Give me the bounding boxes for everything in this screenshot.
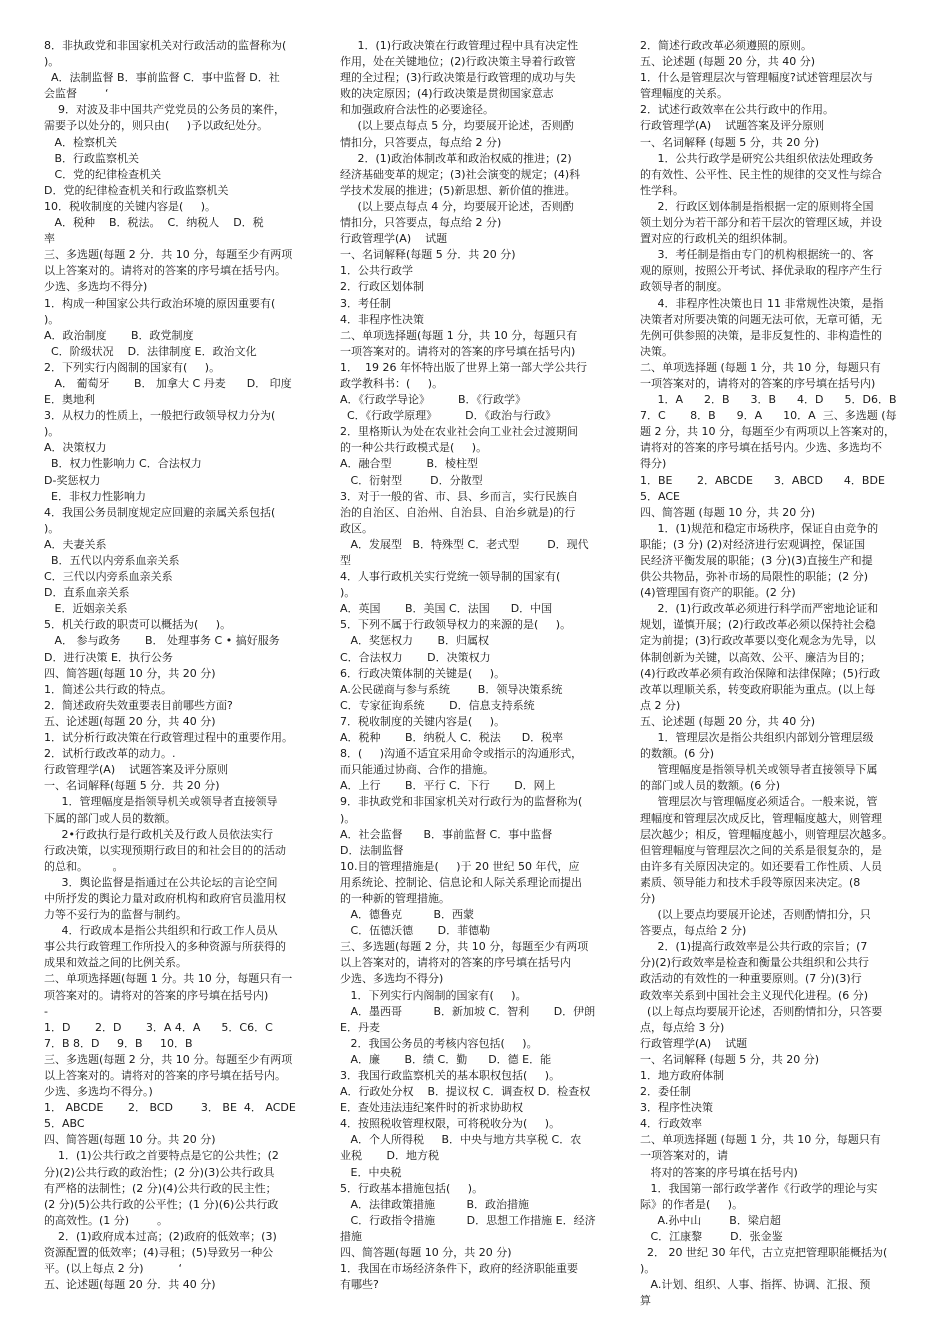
text-line: C．党的纪律检查机关 bbox=[44, 167, 162, 181]
text-line: 以上答案对的。请将对的答案的序号填在括号内。 bbox=[44, 1069, 286, 1082]
text-line: 项答案对的。请将对的答案的序号填在括号内) bbox=[44, 988, 269, 1002]
text-column-2 bbox=[340, 38, 616, 1338]
text-line: 2． 20 世纪 30 年代，古立克把管理职能概括为( bbox=[640, 1246, 888, 1260]
text-line: E．中央税 bbox=[340, 1165, 402, 1179]
text-line: 点 2 分) bbox=[640, 698, 681, 712]
text-line: 决策。 bbox=[640, 344, 673, 358]
text-line: 情扣分，只答要点，每点给 2 分) bbox=[340, 216, 502, 230]
text-line: 一项答案对的。请将对的答案的序号填在括号内) bbox=[340, 344, 576, 358]
text-line: 理的全过程；(3)行政决策是行政管理的成功与失 bbox=[340, 71, 576, 85]
text-line: B．行政监察机关 bbox=[44, 151, 140, 165]
text-line: A．夫妻关系 bbox=[44, 537, 107, 551]
text-line: 一、名词解释 (每题 5 分，共 20 分) bbox=[640, 1052, 820, 1066]
text-line: 2．行政区划体制是指根据一定的原则将全国 bbox=[640, 199, 874, 213]
text-line: 三、多选题(每题 2 分．共 10 分，每题至少有两项 bbox=[44, 248, 293, 262]
text-line: 7．B 8．D 9．B 10．B bbox=[44, 1036, 193, 1050]
text-line: C．《行政学原理》 D．《政治与行政》 bbox=[340, 409, 557, 423]
text-line: C．衍射型 D．分散型 bbox=[340, 473, 483, 487]
text-line: 五、论述题(每题 20 分，共 40 分) bbox=[44, 714, 216, 728]
text-line: 性学科。 bbox=[640, 183, 684, 197]
text-line: 4．非程序性决策 bbox=[340, 312, 424, 326]
text-line: A．廉 B．绩 C．勤 D．德 E．能 bbox=[340, 1052, 552, 1066]
text-line: )。 bbox=[44, 521, 60, 535]
text-line: 政学教科书：( )。 bbox=[340, 376, 444, 390]
text-line: 8．( )沟通不适宜采用命令或指示的沟通形式， bbox=[340, 747, 583, 761]
text-line: 的有效性、公平性、民主性的规律的交叉性与综合 bbox=[640, 167, 882, 181]
text-line: 分)(2)行政效率是检查和衡量公共组织和公共行 bbox=[640, 956, 869, 970]
text-line: 4．行政成本是指公共组织和行政工作人员从 bbox=[44, 924, 278, 938]
text-line: 政领导者的制度。 bbox=[640, 280, 728, 294]
text-line: 2．里格斯认为处在农业社会向工业社会过渡期间 bbox=[340, 425, 578, 439]
text-line: 决策者对所要决策的问题无法可依，无章可循，无 bbox=[640, 312, 882, 326]
text-line: 二、单项选择题 (每题 1 分，共 10 分，每题只有 bbox=[640, 360, 881, 374]
text-line: 1．公共行政学 bbox=[340, 264, 413, 278]
text-line: 1．构成一种国家公共行政治环境的原因重要有( bbox=[44, 296, 276, 310]
text-line: 四、简答题(每题 10 分。共 20 分) bbox=[44, 1133, 216, 1147]
text-line: 少选、多选均不得分。) bbox=[44, 1085, 153, 1099]
text-line: 三、多选题(每题 2 分，共 10 分，每题至少有两项 bbox=[340, 940, 589, 954]
text-line: 1．A 2．B 3．B 4．D 5．D6．B bbox=[640, 393, 897, 407]
text-line: C．行政指令措施 D．思想工作措施 E．经济 bbox=[340, 1213, 596, 1227]
text-line: 1．简述公共行政的特点。 bbox=[44, 682, 172, 696]
text-line: (2 分)(5)公共行政的公平性；(1 分)(6)公共行政 bbox=[44, 1197, 279, 1211]
text-line: 中所抒发的舆论力量对政府机构和政府官员滥用权 bbox=[44, 891, 286, 905]
text-line: 力等不妥行为的监督与制约。 bbox=[44, 908, 187, 922]
text-line: A．社会监督 B．事前监督 C．事中监督 bbox=[340, 827, 553, 841]
text-line: 1．BE 2．ABCDE 3．ABCD 4．BDE 5．ACE bbox=[640, 473, 910, 503]
text-line: A．税种 B．纳税人 C．税法 D．税率 bbox=[340, 731, 564, 745]
text-line: 政效率关系到中国社会主义现代化进程。(6 分) bbox=[640, 988, 869, 1002]
text-line: B．五代以内旁系血亲关系 bbox=[44, 554, 180, 567]
text-line: 3．对于一般的省、市、县、乡而言，实行民族自 bbox=[340, 489, 578, 503]
text-line: 1．我国在市场经济条件下，政府的经济职能重要 bbox=[340, 1262, 578, 1276]
text-line: 5．下列不属于行政领导权力的来源的是( )。 bbox=[340, 618, 572, 632]
text-line: 五、论述题 (每题 20 分，共 40 分) bbox=[640, 714, 816, 728]
text-line: 2．委任制 bbox=[640, 1085, 691, 1099]
text-line: C．伍德沃德 D．菲德勒 bbox=[340, 924, 491, 938]
text-line: 情扣分，只答要点，每点给 2 分) bbox=[340, 135, 502, 149]
text-line: (以上每点均要展开论述，否则酌情扣分，只答要 bbox=[640, 1004, 883, 1018]
text-line: 管理层次与管理幅度必须适合。一般来说，管 bbox=[640, 795, 878, 809]
text-line: A．税种 B．税法。 C．纳税人 D．税 bbox=[44, 216, 264, 230]
text-line: 需要予以处分的，则只由( )予以政纪处分。 bbox=[44, 119, 269, 133]
text-line: 理幅度和管理层次成反比，管理幅度越大，则管理 bbox=[640, 811, 882, 825]
text-line: 5．行政基本措施包括( )。 bbox=[340, 1181, 484, 1195]
text-line: 1．公共行政学是研究公共组织依法处理政务 bbox=[640, 151, 874, 165]
text-line: 规划，谨慎开展；(2)行政改革必须以保持社会稳 bbox=[640, 618, 876, 632]
text-line: C．合法权力 D．决策权力 bbox=[340, 650, 491, 664]
text-line: (4)管理国有资产的职能。(2 分) bbox=[640, 586, 796, 600]
text-line: 观的原则，按照公开考试、择优录取的程序产生行 bbox=[640, 264, 882, 278]
text-line: 5．ABC bbox=[44, 1117, 85, 1131]
text-line: 平。(以上每点 2 分) ‘ bbox=[44, 1262, 183, 1276]
text-line: 政活动的有效性的一种重要原则。(7 分)(3)行 bbox=[640, 972, 862, 986]
text-line: 民经济平衡发展的职能；(3 分)(3)直接生产和提 bbox=[640, 554, 873, 567]
text-line: A．奖惩权力 B．归属权 bbox=[340, 634, 490, 648]
text-line: 7．C 8．B 9．A 10．A 三、多选题 (每 bbox=[640, 409, 897, 423]
text-line: D．进行决策 E．执行公务 bbox=[44, 650, 173, 664]
text-line: 二、单项选择题(每题 1 分。共 10 分，每题只有一 bbox=[44, 972, 293, 986]
text-line: 4．非程序性决策也日 11 非常规性决策，是指 bbox=[640, 296, 884, 310]
text-line: 但管理幅度与管理层次之间的关系是很复杂的，是 bbox=[640, 843, 882, 857]
text-line: 9．对波及非中国共产党党员的公务员的案件， bbox=[44, 103, 285, 117]
text-line: 题 2 分，共 10 分，每题至少有两项以上答案对的， bbox=[640, 425, 895, 439]
text-line: 而只能通过协商、合作的措施。 bbox=[340, 763, 494, 777]
text-line: )。 bbox=[44, 425, 60, 439]
text-line: A．决策权力 bbox=[44, 441, 107, 455]
text-line: 的部门或人员的数额。(6 分) bbox=[640, 779, 781, 793]
text-line: 行政管理学(A) 试题答案及评分原则 bbox=[44, 763, 229, 777]
text-line: 2．下列实行内阁制的国家有( )。 bbox=[44, 360, 221, 374]
text-line: A．英国 B．美国 C．法国 D．中国 bbox=[340, 602, 553, 616]
text-line: 政区。 bbox=[340, 521, 373, 535]
text-line: 4．按照税收管理权限，可将税收分为( )。 bbox=[340, 1117, 561, 1131]
text-line: A．个人所得税 B．中央与地方共享税 C．农 bbox=[340, 1133, 582, 1147]
text-line: E．非权力性影响力 bbox=[44, 489, 146, 503]
text-line: 际》的作者是( )。 bbox=[640, 1197, 744, 1211]
text-line: (以上要点每点 4 分，均要展开论述，否则酌 bbox=[340, 199, 574, 213]
text-line: 三、多选题(每题 2 分，共 10 分。每题至少有两项 bbox=[44, 1052, 293, 1066]
text-line: A.孙中山 B．梁启超 bbox=[640, 1213, 781, 1227]
text-line: 事公共行政管理工作所投入的多种资源与所获得的 bbox=[44, 940, 286, 954]
text-line: 一项答案对的，请 bbox=[640, 1149, 728, 1163]
text-line: 6．行政决策体制的关键是( )。 bbox=[340, 666, 506, 680]
text-line: 3．考任制是指由专门的机构根据统一的、客 bbox=[640, 248, 874, 262]
text-line: 行政管理学(A) 试题 bbox=[340, 232, 448, 246]
text-line: 2．简述政府失效重要表目前哪些方面? bbox=[44, 698, 233, 712]
text-line: A． 葡萄牙 B． 加拿大 C 丹麦 D． 印度 bbox=[44, 376, 292, 390]
text-line: 1． ABCDE 2． BCD 3． BE 4． ACDE bbox=[44, 1101, 296, 1115]
text-line: 1．地方政府体制 bbox=[640, 1069, 724, 1082]
text-line: 和加强政府合法性的必要途径。 bbox=[340, 103, 494, 117]
text-line: 置对应的行政机关的组织体制。 bbox=[640, 232, 794, 246]
text-line: 管理幅度的关系。 bbox=[640, 87, 728, 101]
text-line: 2•行政执行是行政机关及行政人员依法实行 bbox=[44, 827, 273, 841]
text-line: )。 bbox=[340, 811, 356, 825]
text-line: 四、简答题(每题 10 分，共 20 分) bbox=[44, 666, 216, 680]
text-line: 1．试分析行政决策在行政管理过程中的重要作用。 bbox=[44, 731, 293, 745]
text-line: 3．从权力的性质上，一般把行政领导权力分为( bbox=[44, 409, 276, 423]
text-line: 1．下列实行内阁制的国家有( )。 bbox=[340, 988, 527, 1002]
text-line: 下属的部门或人员的数额。 bbox=[44, 811, 176, 825]
text-line: A．行政处分权 B．提议权 C．调查权 D．检查权 bbox=[340, 1085, 591, 1099]
text-line: 4．人事行政机关实行党统一领导制的国家有( bbox=[340, 570, 561, 584]
text-line: C．江康黎 D．张金鉴 bbox=[640, 1229, 783, 1243]
text-line: 2．试述行政效率在公共行政中的作用。 bbox=[640, 103, 834, 117]
text-line: 用系统论、控制论、信息论和人际关系理论而提出 bbox=[340, 875, 582, 889]
text-line: - bbox=[44, 1004, 48, 1018]
text-line: 得分) bbox=[640, 457, 667, 471]
text-line: 治的自治区、自治州、自治县、自治乡就是)的行 bbox=[340, 505, 576, 519]
text-line: 以上答案对的，请将对的答案的序号填在括号内 bbox=[340, 956, 571, 970]
text-line: )。 bbox=[44, 55, 60, 69]
text-column-1 bbox=[44, 38, 320, 1338]
text-line: E．近姻亲关系 bbox=[44, 602, 128, 616]
text-line: 一、名词解释 (每题 5 分，共 20 分) bbox=[640, 135, 820, 149]
text-line: 资源配置的低效率；(4)寻租；(5)导致另一种公 bbox=[44, 1246, 274, 1260]
text-line: 的总和。 。 bbox=[44, 859, 124, 873]
text-line: 分) bbox=[640, 891, 656, 905]
text-line: A．检察机关 bbox=[44, 135, 118, 149]
text-line: 成果和效益之间的比例关系。 bbox=[44, 956, 187, 970]
text-line: 7．税收制度的关键内容是( )。 bbox=[340, 714, 506, 728]
text-line: 1．管理幅度是指领导机关或领导者直接领导 bbox=[44, 795, 278, 809]
text-line: 的高效性。(1 分) 。 bbox=[44, 1213, 169, 1227]
text-line: 率 bbox=[44, 232, 55, 246]
text-line: 少选、多选均不得分) bbox=[44, 280, 148, 294]
text-line: 改革以理顺关系，转变政府职能为重点。(以上每 bbox=[640, 682, 876, 696]
text-line: 的数额。(6 分) bbox=[640, 747, 715, 761]
text-line: 的一种新的管理措施。 bbox=[340, 891, 450, 905]
text-line: D．党的纪律检查机关和行政监察机关 bbox=[44, 183, 229, 197]
text-line: C．专家征询系统 D．信息支持系统 bbox=[340, 698, 535, 712]
text-line: 经济基础变革的规定；(3)社会演变的规定；(4)科 bbox=[340, 167, 581, 181]
text-line: 业税 D．地方税 bbox=[340, 1149, 439, 1163]
text-line: 1．D 2．D 3．A 4．A 5．C6．C bbox=[44, 1020, 273, 1034]
text-line: 定为前提；(3)行政改革要以变化观念为先导，以 bbox=[640, 634, 876, 648]
text-line: A．上行 B．平行 C．下行 D．网上 bbox=[340, 779, 556, 793]
text-line: 2．行政区划体制 bbox=[340, 280, 424, 294]
text-line: 一、名词解释(每题 5 分．共 20 分) bbox=[44, 779, 220, 793]
text-line: 2．(1)政治体制改革和政治权威的推进；(2) bbox=[340, 151, 572, 165]
text-line: A． 参与政务 B． 处理事务 C • 搞好服务 bbox=[44, 634, 280, 648]
text-line: A．墨西哥 B．新加坡 C．智利 D．伊朗 bbox=[340, 1004, 596, 1018]
text-line: 9．非执政党和非国家机关对行政行为的监督称为( bbox=[340, 795, 583, 809]
text-line: A．德鲁克 B．西蒙 bbox=[340, 908, 475, 922]
text-line: 2．简述行政改革必须遵照的原则。 bbox=[640, 39, 812, 52]
text-line: 四、简答题(每题 10 分，共 20 分) bbox=[340, 1246, 512, 1260]
text-line: 以上答案对的。请将对的答案的序号填在括号内。 bbox=[44, 264, 286, 278]
text-line: 2．试析行政改革的动力。. bbox=[44, 747, 176, 761]
text-line: 3．考任制 bbox=[340, 296, 391, 310]
text-line: 10．税收制度的关键内容是( )。 bbox=[44, 199, 217, 213]
text-line: 分)(2)公共行政的政治性；(2 分)(3)公共行政具 bbox=[44, 1165, 275, 1179]
text-line: 1．(1)公共行政之首要特点是它的公共性；(2 bbox=[44, 1149, 279, 1163]
text-line: D-奖惩权力 bbox=[44, 473, 101, 487]
text-line: 1．我国第一部行政学著作《行政学的理论与实 bbox=[640, 1181, 878, 1195]
text-line: 四、简答题 (每题 10 分，共 20 分) bbox=[640, 505, 816, 519]
text-line: 2．(1)提高行政效率是公共行政的宗旨；(7 bbox=[640, 940, 868, 954]
text-line: 3．程序性决策 bbox=[640, 1101, 713, 1115]
text-line: 5．机关行政的职责可以概括为( )。 bbox=[44, 618, 232, 632]
text-line: 行政管理学(A) 试题 bbox=[640, 1036, 748, 1050]
text-line: 答要点，每点给 2 分) bbox=[640, 924, 747, 938]
text-line: B．权力性影响力 C．合法权力 bbox=[44, 457, 202, 471]
text-line: C．三代以内旁系血亲关系 bbox=[44, 570, 173, 584]
text-line: 有严格的法制性；(2 分)(4)公共行政的民主性； bbox=[44, 1181, 277, 1195]
text-line: 二、单项选择题 (每题 1 分，共 10 分，每题只有 bbox=[640, 1133, 881, 1147]
text-line: 体制创新为关键，以高效、公平、廉洁为目的； bbox=[640, 650, 871, 664]
text-line: E．查处违法违纪案件时的祈求协助权 bbox=[340, 1101, 523, 1115]
text-line: 职能；(3 分) (2)对经济进行宏观调控，保证国 bbox=[640, 537, 866, 551]
text-line: )。 bbox=[44, 312, 60, 326]
text-line: 行政决策，以实现预期行政目的和社会目的的活动 bbox=[44, 843, 286, 857]
text-line: D．法制监督 bbox=[340, 843, 404, 857]
text-line: 领土划分为若干部分和若干层次的管理区域，并设 bbox=[640, 216, 882, 230]
text-line: 1． 19 26 年怀特出版了世界上第一部大学公共行 bbox=[340, 360, 587, 374]
text-line: E．奥地利 bbox=[44, 393, 95, 407]
text-column-3 bbox=[640, 38, 916, 1338]
text-line: 2．(1)行政改革必须进行科学而严密地论证和 bbox=[640, 602, 879, 616]
text-line: 少选、多选均不得分) bbox=[340, 972, 444, 986]
text-line: 10.目的管理措施是( )于 20 世纪 50 年代，应 bbox=[340, 859, 580, 873]
text-line: 2．我国公务员的考核内容包括( )。 bbox=[340, 1036, 538, 1050]
text-line: 二、单项选择题(每题 1 分，共 10 分，每题只有 bbox=[340, 328, 578, 342]
text-line: 4．行政效率 bbox=[640, 1117, 702, 1131]
text-line: 算 bbox=[640, 1294, 651, 1308]
text-line: 五、论述题(每题 20 分．共 40 分) bbox=[44, 1278, 216, 1292]
text-line: 一、名词解释(每题 5 分．共 20 分) bbox=[340, 248, 516, 262]
text-line: A．《行政学导论》 B．《行政学》 bbox=[340, 393, 527, 407]
text-line: 3．我国行政监察机关的基本职权包括( )。 bbox=[340, 1069, 561, 1082]
text-line: 供公共物品，弥补市场的局限性的职能；(2 分) bbox=[640, 570, 869, 584]
text-line: 请将对的答案的序号填在括号内。少选、多选均不 bbox=[640, 441, 882, 455]
text-line: 由许多有关原因决定的。如还要看工作性质、人员 bbox=[640, 859, 882, 873]
text-line: A．发展型 B．特殊型 C．老式型 D．现代 bbox=[340, 537, 589, 551]
text-line: 型 bbox=[340, 554, 351, 567]
text-line: )。 bbox=[640, 1262, 656, 1276]
text-line: (以上要点每点 5 分，均要展开论述，否则酌 bbox=[340, 119, 574, 133]
text-line: (4)行政改革必须有政治保障和法律保障；(5)行政 bbox=[640, 666, 881, 680]
text-line: D．直系血亲关系 bbox=[44, 586, 130, 600]
text-line: 点，每点给 3 分) bbox=[640, 1020, 725, 1034]
text-line: 五、论述题 (每题 20 分，共 40 分) bbox=[640, 55, 816, 69]
text-line: 先例可供参照的决策，是非反复性的、非构造性的 bbox=[640, 328, 882, 342]
text-line: 行政管理学(A) 试题答案及评分原则 bbox=[640, 119, 825, 133]
text-line: 学技术发展的推进；(5)新思想、新价值的推进。 bbox=[340, 183, 576, 197]
text-line: 4．我国公务员制度规定应回避的亲属关系包括( bbox=[44, 505, 276, 519]
text-line: 层次越少；相反，管理幅度越小，则管理层次越多。 bbox=[640, 827, 893, 841]
text-line: A．法制监督 B．事前监督 C．事中监督 D．社 bbox=[44, 71, 280, 85]
text-line: E．丹麦 bbox=[340, 1020, 380, 1034]
text-line: 管理幅度是指领导机关或领导者直接领导下属 bbox=[640, 763, 878, 777]
text-line: 1．(1)行政决策在行政管理过程中具有决定性 bbox=[340, 39, 579, 52]
text-line: )。 bbox=[340, 586, 356, 600]
text-line: A.公民磋商与参与系统 B．领导决策系统 bbox=[340, 682, 563, 696]
text-line: 3．舆论监督是指通过在公共论坛的言论空间 bbox=[44, 875, 278, 889]
text-line: 素质、领导能力和技术手段等原因来决定。(8 bbox=[640, 875, 861, 889]
text-line: A．法律政策措施 B．政治措施 bbox=[340, 1197, 530, 1211]
text-line: 会监督 ‘ bbox=[44, 87, 109, 101]
text-line: C．阶级状况 D．法律制度 E．政治文化 bbox=[44, 344, 257, 358]
text-line: 的一种公共行政模式是( )。 bbox=[340, 441, 488, 455]
text-line: A.计划、组织、人事、指挥、协调、汇报、预 bbox=[640, 1278, 871, 1292]
text-line: 作用，处在关键地位；(2)行政决策主导着行政管 bbox=[340, 55, 576, 69]
text-line: 有哪些? bbox=[340, 1278, 379, 1292]
text-line: 1．什么是管理层次与管理幅度?试述管理层次与 bbox=[640, 71, 873, 85]
text-line: 1．管理层次是指公共组织内部划分管理层级 bbox=[640, 731, 874, 745]
text-line: 2．(1)政府成本过高；(2)政府的低效率；(3) bbox=[44, 1229, 277, 1243]
text-line: 1．(1)规范和稳定市场秩序，保证自由竞争的 bbox=[640, 521, 879, 535]
text-line: 一项答案对的，请将对的答案的序号填在括号内) bbox=[640, 376, 876, 390]
text-line: 措施 bbox=[340, 1229, 362, 1243]
text-line: A．融合型 B．棱柱型 bbox=[340, 457, 479, 471]
text-line: A．政治制度 B．政党制度 bbox=[44, 328, 194, 342]
text-line: 将对的答案的序号填在括号内) bbox=[640, 1165, 798, 1179]
text-line: 败的决定原因；(4)行政决策是贯彻国家意志 bbox=[340, 87, 554, 101]
text-line: 8．非执政党和非国家机关对行政活动的监督称为( bbox=[44, 39, 287, 52]
text-line: (以上要点均要展开论述，否则酌情扣分，只 bbox=[640, 908, 871, 922]
